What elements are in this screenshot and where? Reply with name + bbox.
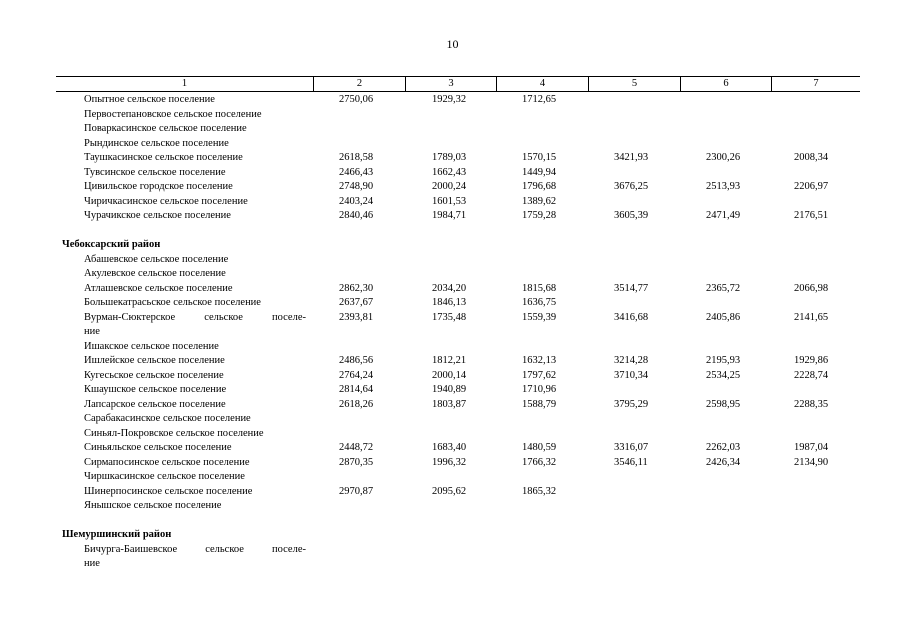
value-cell-col-6: 2534,25 bbox=[706, 369, 741, 381]
value-cell-col-5: 3710,34 bbox=[614, 369, 649, 381]
table-row bbox=[0, 122, 905, 137]
settlement-name: Тувсинское сельское поселение bbox=[84, 166, 226, 178]
value-cell-col-5: 3676,25 bbox=[614, 181, 649, 192]
value-cell-col-6: 2598,95 bbox=[706, 398, 741, 410]
value-cell-col-4: 1449,94 bbox=[522, 166, 557, 178]
table-row bbox=[0, 557, 905, 572]
value-cell-col-2: 2814,64 bbox=[339, 384, 374, 395]
value-cell-col-6: 2365,72 bbox=[706, 282, 741, 294]
table-row bbox=[0, 340, 905, 355]
table-row bbox=[0, 151, 905, 166]
settlement-name: Чиршкасинское сельское поселение bbox=[84, 471, 245, 482]
value-cell-col-5: 3795,29 bbox=[614, 398, 649, 410]
value-cell-col-7: 2141,65 bbox=[794, 311, 829, 323]
table-row bbox=[0, 180, 905, 195]
value-cell-col-3: 1789,03 bbox=[432, 152, 467, 163]
value-cell-col-3: 1846,13 bbox=[432, 297, 467, 308]
value-cell-col-6: 2471,49 bbox=[706, 210, 741, 221]
column-header-3: 3 bbox=[405, 77, 496, 91]
value-cell-col-4: 1636,75 bbox=[522, 297, 557, 308]
value-cell-col-7: 2176,51 bbox=[794, 210, 829, 221]
settlement-name: Опытное сельское поселение bbox=[84, 94, 215, 105]
district-name: Шемуршинский район bbox=[62, 529, 172, 540]
value-cell-col-4: 1865,32 bbox=[522, 485, 557, 497]
value-cell-col-3: 2095,62 bbox=[432, 485, 467, 497]
value-cell-col-2: 2970,87 bbox=[339, 485, 374, 497]
value-cell-col-4: 1797,62 bbox=[522, 369, 557, 381]
table-row bbox=[0, 470, 905, 485]
blank-row bbox=[0, 224, 905, 239]
value-cell-col-2: 2393,81 bbox=[339, 311, 374, 323]
value-cell-col-4: 1759,28 bbox=[522, 210, 557, 221]
value-cell-col-7: 2228,74 bbox=[794, 369, 829, 381]
value-cell-col-7: 2206,97 bbox=[794, 181, 829, 192]
value-cell-col-3: 1984,71 bbox=[432, 210, 467, 221]
value-cell-col-5: 3421,93 bbox=[614, 152, 649, 163]
value-cell-col-3: 1996,32 bbox=[432, 456, 467, 468]
value-cell-col-3: 1735,48 bbox=[432, 311, 467, 323]
settlement-name: Шинерпосинское сельское поселение bbox=[84, 485, 253, 497]
value-cell-col-6: 2262,03 bbox=[706, 442, 741, 453]
value-cell-col-7: 1929,86 bbox=[794, 355, 829, 366]
settlement-name: Лапсарское сельское поселение bbox=[84, 398, 226, 410]
table-row bbox=[0, 282, 905, 297]
value-cell-col-4: 1559,39 bbox=[522, 311, 557, 323]
table-row bbox=[0, 209, 905, 224]
value-cell-col-5: 3214,28 bbox=[614, 355, 649, 366]
value-cell-col-6: 2405,86 bbox=[706, 311, 741, 323]
value-cell-col-6: 2195,93 bbox=[706, 355, 741, 366]
value-cell-col-2: 2403,24 bbox=[339, 195, 374, 207]
table-row bbox=[0, 543, 905, 558]
value-cell-col-2: 2466,43 bbox=[339, 166, 374, 178]
value-cell-col-2: 2486,56 bbox=[339, 355, 374, 366]
value-cell-col-5: 3605,39 bbox=[614, 210, 649, 221]
value-cell-col-2: 2618,26 bbox=[339, 398, 374, 410]
table-row bbox=[0, 441, 905, 456]
value-cell-col-4: 1766,32 bbox=[522, 456, 557, 468]
settlement-name: Чурачикское сельское поселение bbox=[84, 210, 231, 221]
settlement-name: Чиричкасинское сельское поселение bbox=[84, 195, 248, 207]
settlement-name: ние bbox=[84, 326, 100, 337]
settlement-name: Ишлейское сельское поселение bbox=[84, 355, 225, 366]
table-row bbox=[0, 195, 905, 210]
table-row bbox=[0, 137, 905, 152]
table-row bbox=[0, 253, 905, 268]
table-row bbox=[0, 93, 905, 108]
value-cell-col-2: 2750,06 bbox=[339, 94, 374, 105]
value-cell-col-5: 3316,07 bbox=[614, 442, 649, 453]
table-row bbox=[0, 325, 905, 340]
table-row bbox=[0, 267, 905, 282]
table-row bbox=[0, 412, 905, 427]
value-cell-col-7: 2066,98 bbox=[794, 282, 829, 294]
value-cell-col-4: 1796,68 bbox=[522, 181, 557, 192]
section-heading bbox=[0, 238, 905, 253]
column-header-1: 1 bbox=[181, 78, 188, 89]
column-header-2: 2 bbox=[313, 77, 405, 91]
table-header bbox=[56, 76, 860, 92]
settlement-name: Поваркасинское сельское поселение bbox=[84, 123, 247, 134]
value-cell-col-7: 2134,90 bbox=[794, 456, 829, 468]
settlement-name: Ишакское сельское поселение bbox=[84, 340, 219, 352]
value-cell-col-2: 2748,90 bbox=[339, 181, 374, 192]
value-cell-col-2: 2870,35 bbox=[339, 456, 374, 468]
column-header-7: 7 bbox=[771, 77, 860, 91]
table-row bbox=[0, 369, 905, 384]
value-cell-col-3: 1940,89 bbox=[432, 384, 467, 395]
value-cell-col-3: 2000,24 bbox=[432, 181, 467, 192]
settlement-name: Вурман-Сюктерское сельское поселе- bbox=[84, 311, 306, 323]
column-header-5: 5 bbox=[588, 77, 680, 91]
value-cell-col-4: 1480,59 bbox=[522, 442, 557, 453]
settlement-name: ние bbox=[84, 558, 100, 569]
value-cell-col-4: 1815,68 bbox=[522, 282, 557, 294]
value-cell-col-2: 2840,46 bbox=[339, 210, 374, 221]
value-cell-col-3: 2034,20 bbox=[432, 282, 467, 294]
value-cell-col-4: 1710,96 bbox=[522, 384, 557, 395]
settlement-name: Янышское сельское поселение bbox=[84, 500, 222, 511]
column-header-6: 6 bbox=[680, 77, 771, 91]
table-row bbox=[0, 485, 905, 500]
district-name: Чебоксарский район bbox=[62, 239, 161, 250]
settlement-name: Сирмапосинское сельское поселение bbox=[84, 456, 250, 468]
value-cell-col-2: 2618,58 bbox=[339, 152, 374, 163]
value-cell-col-6: 2300,26 bbox=[706, 152, 741, 163]
value-cell-col-2: 2862,30 bbox=[339, 282, 374, 294]
table-row bbox=[0, 108, 905, 123]
value-cell-col-6: 2513,93 bbox=[706, 181, 741, 192]
value-cell-col-3: 2000,14 bbox=[432, 369, 467, 381]
table-row bbox=[0, 499, 905, 514]
value-cell-col-3: 1929,32 bbox=[432, 94, 467, 105]
value-cell-col-3: 1803,87 bbox=[432, 398, 467, 410]
settlement-name: Синьял-Покровское сельское поселение bbox=[84, 427, 264, 439]
value-cell-col-4: 1570,15 bbox=[522, 152, 557, 163]
table-row bbox=[0, 383, 905, 398]
table-row bbox=[0, 296, 905, 311]
settlement-name: Большекатрасьское сельское поселение bbox=[84, 297, 261, 308]
table-row bbox=[0, 311, 905, 326]
value-cell-col-7: 2008,34 bbox=[794, 152, 829, 163]
table-row bbox=[0, 427, 905, 442]
table-row bbox=[0, 398, 905, 413]
settlement-name: Атлашевское сельское поселение bbox=[84, 282, 233, 294]
settlement-name: Первостепановское сельское поселение bbox=[84, 108, 262, 120]
settlement-name: Цивильское городское поселение bbox=[84, 181, 233, 192]
value-cell-col-7: 2288,35 bbox=[794, 398, 829, 410]
value-cell-col-4: 1588,79 bbox=[522, 398, 557, 410]
settlement-name: Акулевское сельское поселение bbox=[84, 268, 226, 279]
value-cell-col-5: 3416,68 bbox=[614, 311, 649, 323]
settlement-name: Рындинское сельское поселение bbox=[84, 137, 229, 149]
settlement-name: Абашевское сельское поселение bbox=[84, 253, 229, 265]
value-cell-col-4: 1389,62 bbox=[522, 195, 557, 207]
value-cell-col-3: 1683,40 bbox=[432, 442, 467, 453]
settlement-name: Бичурга-Баишевское сельское поселе- bbox=[84, 543, 306, 555]
value-cell-col-2: 2637,67 bbox=[339, 297, 374, 308]
column-header-4: 4 bbox=[496, 77, 588, 91]
value-cell-col-5: 3546,11 bbox=[614, 456, 648, 468]
settlement-name: Таушкасинское сельское поселение bbox=[84, 152, 243, 163]
value-cell-col-3: 1812,21 bbox=[432, 355, 467, 366]
table-row bbox=[0, 456, 905, 471]
value-cell-col-3: 1662,43 bbox=[432, 166, 467, 178]
blank-row bbox=[0, 514, 905, 529]
table-row bbox=[0, 166, 905, 181]
value-cell-col-6: 2426,34 bbox=[706, 456, 741, 468]
table-body bbox=[0, 93, 905, 572]
value-cell-col-3: 1601,53 bbox=[432, 195, 467, 207]
value-cell-col-5: 3514,77 bbox=[614, 282, 649, 294]
value-cell-col-2: 2448,72 bbox=[339, 442, 374, 453]
table-row bbox=[0, 354, 905, 369]
page-number: 10 bbox=[446, 37, 459, 51]
settlement-name: Кшаушское сельское поселение bbox=[84, 384, 227, 395]
settlement-name: Сарабакасинское сельское поселение bbox=[84, 413, 251, 424]
settlement-name: Кугесьское сельское поселение bbox=[84, 369, 224, 381]
section-heading bbox=[0, 528, 905, 543]
value-cell-col-4: 1632,13 bbox=[522, 355, 557, 366]
value-cell-col-7: 1987,04 bbox=[794, 442, 829, 453]
settlement-name: Синьяльское сельское поселение bbox=[84, 442, 232, 453]
value-cell-col-2: 2764,24 bbox=[339, 369, 374, 381]
value-cell-col-4: 1712,65 bbox=[522, 94, 557, 105]
